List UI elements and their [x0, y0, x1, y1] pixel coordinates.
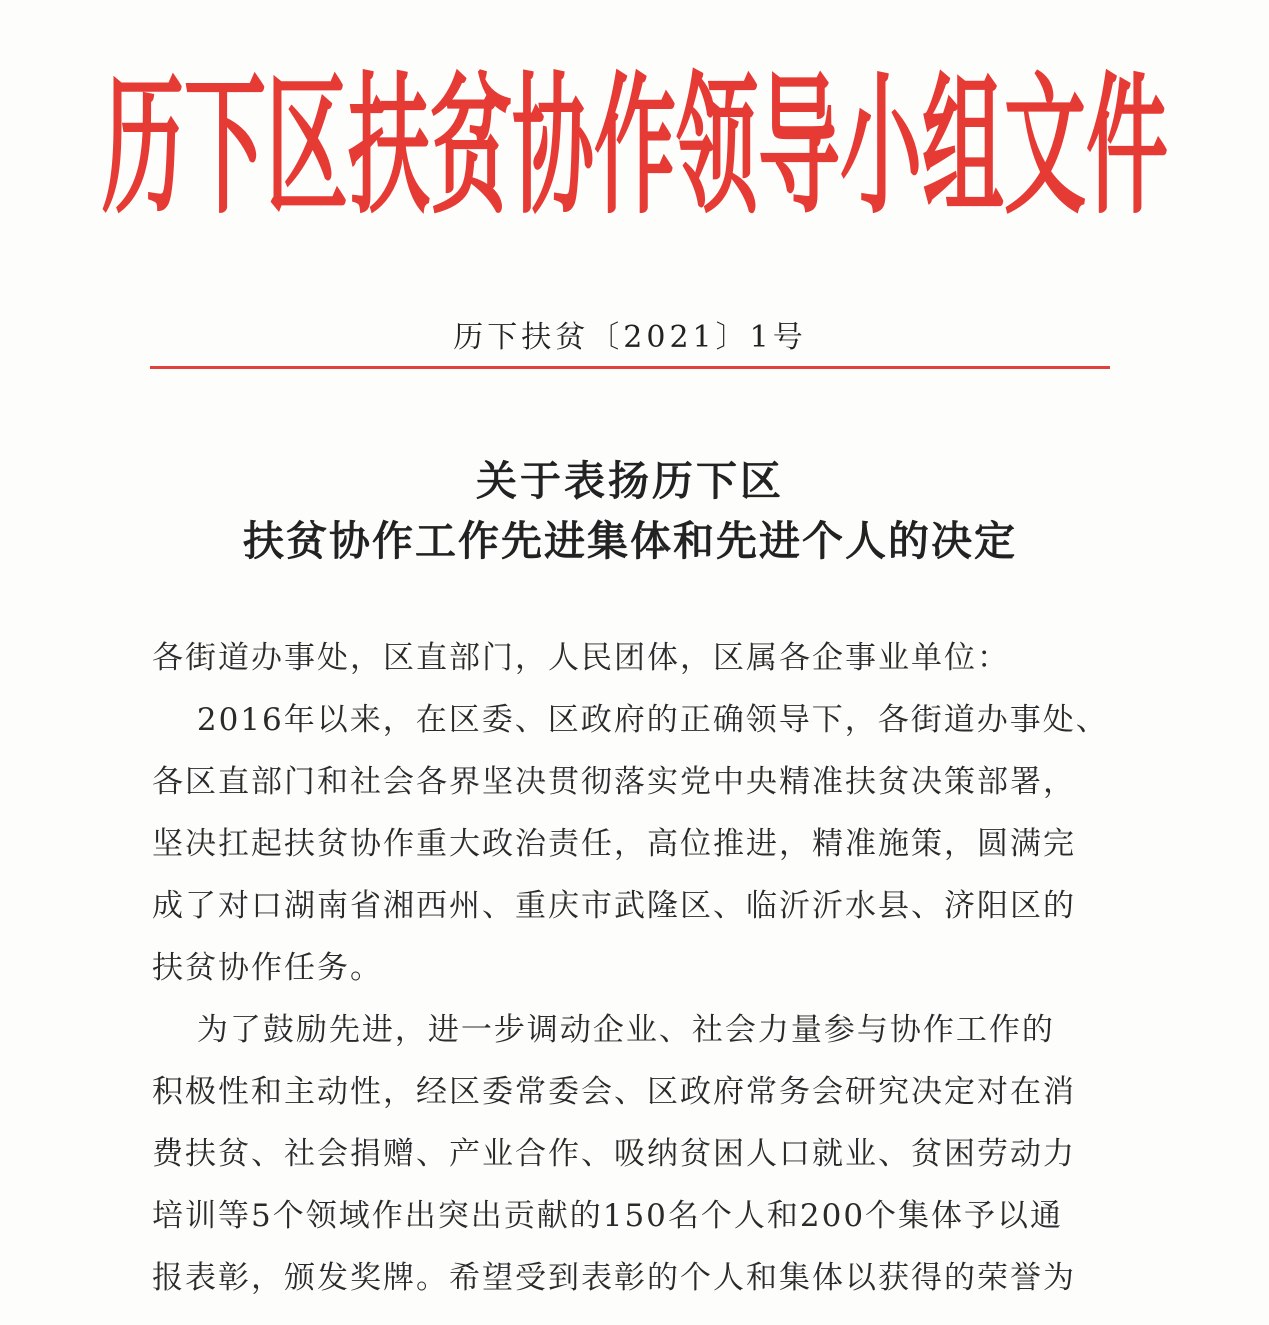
- body-line: 各区直部门和社会各界坚决贯彻落实党中央精准扶贫决策部署，: [152, 764, 1076, 800]
- body-line: 培训等5个领域作出突出贡献的150名个人和200个集体予以通: [152, 1198, 1064, 1234]
- body-line: 扶贫协作任务。: [152, 950, 383, 986]
- body-line: 成了对口湖南省湘西州、重庆市武隆区、临沂沂水县、济阳区的: [152, 888, 1076, 924]
- body-line: 积极性和主动性，经区委常委会、区政府常务会研究决定对在消: [152, 1074, 1076, 1110]
- body-line-salutation: 各街道办事处，区直部门，人民团体，区属各企事业单位：: [152, 640, 1010, 676]
- red-masthead: [102, 58, 1169, 236]
- document-number: 历下扶贫〔2021〕1号: [453, 320, 807, 355]
- red-divider-line: [150, 366, 1110, 369]
- body-line: 费扶贫、社会捐赠、产业合作、吸纳贫困人口就业、贫困劳动力: [152, 1136, 1076, 1172]
- document-title-line-2: 扶贫协作工作先进集体和先进个人的决定: [243, 517, 1017, 565]
- body-line: 2016年以来，在区委、区政府的正确领导下，各街道办事处、: [152, 702, 1109, 738]
- body-line: 为了鼓励先进，进一步调动企业、社会力量参与协作工作的: [152, 1012, 1055, 1048]
- document-title-line-1: 关于表扬历下区: [476, 457, 784, 505]
- body-line: 坚决扛起扶贫协作重大政治责任，高位推进，精准施策，圆满完: [152, 826, 1076, 862]
- masthead-title: 历下区扶贫协作领导小组文件: [102, 58, 1169, 236]
- body-line: 报表彰，颁发奖牌。希望受到表彰的个人和集体以获得的荣誉为: [152, 1260, 1076, 1296]
